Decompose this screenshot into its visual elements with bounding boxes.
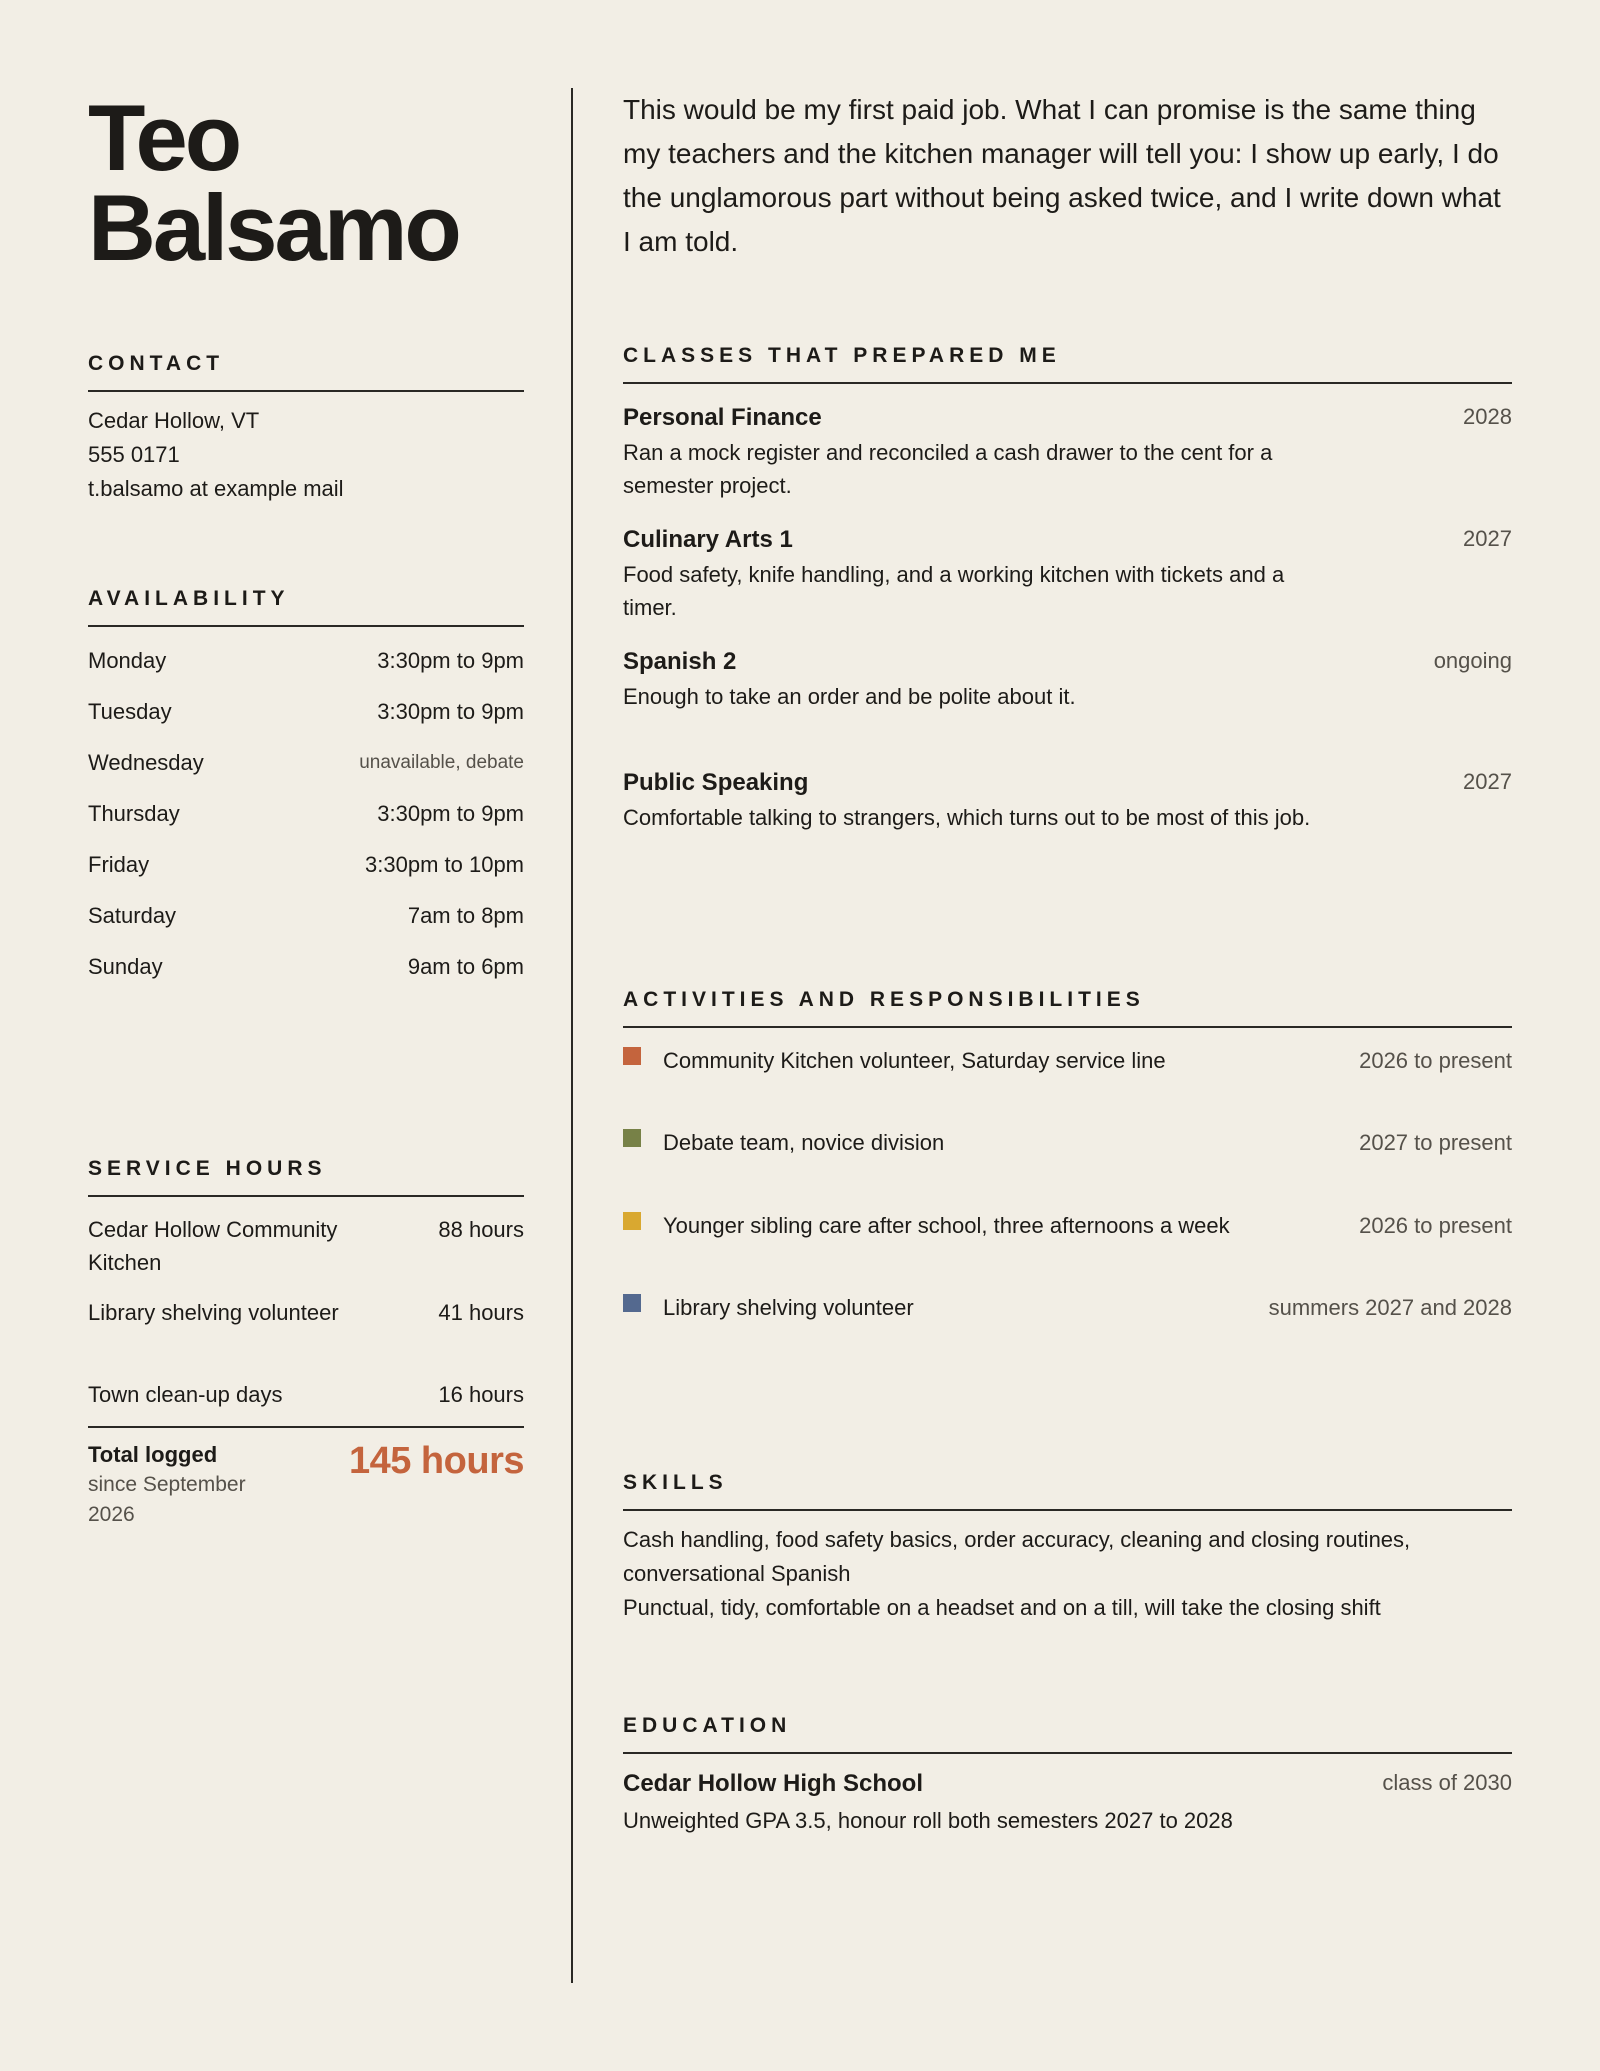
activity-label: Debate team, novice division bbox=[663, 1130, 945, 1155]
availability-row bbox=[88, 686, 524, 737]
section-title-education: EDUCATION bbox=[623, 1714, 1512, 1754]
class-item bbox=[623, 648, 1512, 713]
service-hours: 88 hours bbox=[438, 1217, 524, 1242]
activity-label: Community Kitchen volunteer, Saturday service line bbox=[663, 1048, 1166, 1073]
service-name: Cedar Hollow Community Kitchen bbox=[88, 1217, 338, 1275]
contact-section bbox=[88, 352, 524, 506]
service-section bbox=[88, 1157, 524, 1526]
classes-section bbox=[623, 344, 1512, 830]
service-row bbox=[88, 1378, 524, 1411]
activity-item bbox=[623, 1291, 1512, 1324]
contact-location: Cedar Hollow, VT bbox=[88, 408, 260, 433]
column-divider bbox=[571, 88, 573, 1983]
class-item bbox=[623, 404, 1512, 502]
class-description: Enough to take an order and be polite about it. bbox=[623, 684, 1076, 709]
class-year: 2027 bbox=[1463, 769, 1512, 794]
availability-hours: 3:30pm to 9pm bbox=[377, 800, 524, 826]
school-name: Cedar Hollow High School bbox=[623, 1770, 924, 1797]
class-name: Personal Finance bbox=[623, 404, 822, 431]
total-hours-value: 145 hours bbox=[348, 1440, 524, 1482]
availability-row bbox=[88, 788, 524, 839]
activity-item bbox=[623, 1209, 1512, 1242]
activity-label: Library shelving volunteer bbox=[663, 1295, 914, 1320]
total-label: Total logged bbox=[88, 1442, 218, 1467]
skills-line: Punctual, tidy, comfortable on a headset and on a till, will take the closing shift bbox=[623, 1595, 1381, 1620]
activities-section bbox=[623, 988, 1512, 1320]
section-title-activities: ACTIVITIES AND RESPONSIBILITIES bbox=[623, 988, 1512, 1028]
availability-hours: 3:30pm to 9pm bbox=[377, 647, 524, 673]
availability-row bbox=[88, 941, 524, 992]
availability-hours: 3:30pm to 9pm bbox=[377, 698, 524, 724]
availability-day: Monday bbox=[88, 647, 167, 673]
activity-color-swatch bbox=[623, 1129, 641, 1147]
service-total bbox=[88, 1426, 524, 1530]
availability-day: Wednesday bbox=[88, 749, 204, 775]
class-year: 2027 bbox=[1463, 526, 1512, 551]
section-title-skills: SKILLS bbox=[623, 1471, 1512, 1511]
activity-period: 2026 to present bbox=[1359, 1213, 1512, 1238]
activity-color-swatch bbox=[623, 1047, 641, 1065]
availability-day: Sunday bbox=[88, 953, 163, 979]
availability-hours: 3:30pm to 10pm bbox=[365, 851, 524, 877]
availability-row bbox=[88, 839, 524, 890]
class-name: Culinary Arts 1 bbox=[623, 526, 793, 553]
intro-statement: This would be my first paid job. What I can promise is the same thing my teachers and the kitchen manager will tell you: I show up early, I do the unglamorous part without being asked twice, and I write down what I am told. bbox=[623, 94, 1501, 257]
section-title-classes: CLASSES THAT PREPARED ME bbox=[623, 344, 1512, 384]
candidate-name bbox=[88, 85, 459, 280]
section-title-service: SERVICE HOURS bbox=[88, 1157, 524, 1197]
section-title-availability: AVAILABILITY bbox=[88, 587, 524, 627]
availability-day: Saturday bbox=[88, 902, 177, 928]
total-since: since September 2026 bbox=[88, 1473, 246, 1526]
contact-phone: 555 0171 bbox=[88, 442, 180, 467]
class-item bbox=[623, 769, 1512, 834]
activity-item bbox=[623, 1044, 1512, 1077]
availability-hours: unavailable, debate bbox=[359, 751, 524, 773]
class-description: Comfortable talking to strangers, which turns out to be most of this job. bbox=[623, 805, 1311, 830]
availability-hours: 7am to 8pm bbox=[407, 902, 524, 928]
service-hours: 41 hours bbox=[438, 1300, 524, 1325]
class-name: Spanish 2 bbox=[623, 648, 737, 675]
class-name: Public Speaking bbox=[623, 769, 809, 796]
service-row bbox=[88, 1296, 524, 1329]
activity-period: 2027 to present bbox=[1359, 1130, 1512, 1155]
activity-label: Younger sibling care after school, three afternoons a week bbox=[663, 1213, 1230, 1238]
availability-day: Thursday bbox=[88, 800, 180, 826]
contact-email: t.balsamo at example mail bbox=[88, 476, 344, 501]
first-name: Teo bbox=[88, 85, 240, 190]
availability-row bbox=[88, 890, 524, 941]
availability-row bbox=[88, 737, 524, 788]
availability-row bbox=[88, 635, 524, 686]
service-hours: 16 hours bbox=[438, 1382, 524, 1407]
availability-day: Tuesday bbox=[88, 698, 172, 724]
availability-section bbox=[88, 587, 524, 992]
activity-color-swatch bbox=[623, 1294, 641, 1312]
availability-hours: 9am to 6pm bbox=[407, 953, 524, 979]
service-row bbox=[88, 1213, 524, 1279]
activity-period: summers 2027 and 2028 bbox=[1268, 1295, 1512, 1320]
education-section bbox=[623, 1714, 1512, 1834]
class-item bbox=[623, 526, 1512, 624]
availability-day: Friday bbox=[88, 851, 150, 877]
class-description: Food safety, knife handling, and a working kitchen with tickets and a timer. bbox=[623, 562, 1285, 620]
last-name: Balsamo bbox=[88, 175, 459, 280]
activity-period: 2026 to present bbox=[1359, 1048, 1512, 1073]
skills-section bbox=[623, 1471, 1512, 1625]
education-description: Unweighted GPA 3.5, honour roll both semesters 2027 to 2028 bbox=[623, 1808, 1233, 1833]
class-year: 2028 bbox=[1463, 404, 1512, 429]
activity-color-swatch bbox=[623, 1212, 641, 1230]
section-title-contact: CONTACT bbox=[88, 352, 524, 392]
service-name: Library shelving volunteer bbox=[88, 1300, 339, 1325]
graduation-year: class of 2030 bbox=[1382, 1770, 1512, 1795]
class-description: Ran a mock register and reconciled a cash drawer to the cent for a semester project. bbox=[623, 440, 1273, 498]
activity-item bbox=[623, 1126, 1512, 1159]
skills-line: Cash handling, food safety basics, order accuracy, cleaning and closing routines, conversational Spanish bbox=[623, 1527, 1411, 1586]
class-year: ongoing bbox=[1433, 648, 1512, 673]
service-name: Town clean-up days bbox=[88, 1382, 283, 1407]
